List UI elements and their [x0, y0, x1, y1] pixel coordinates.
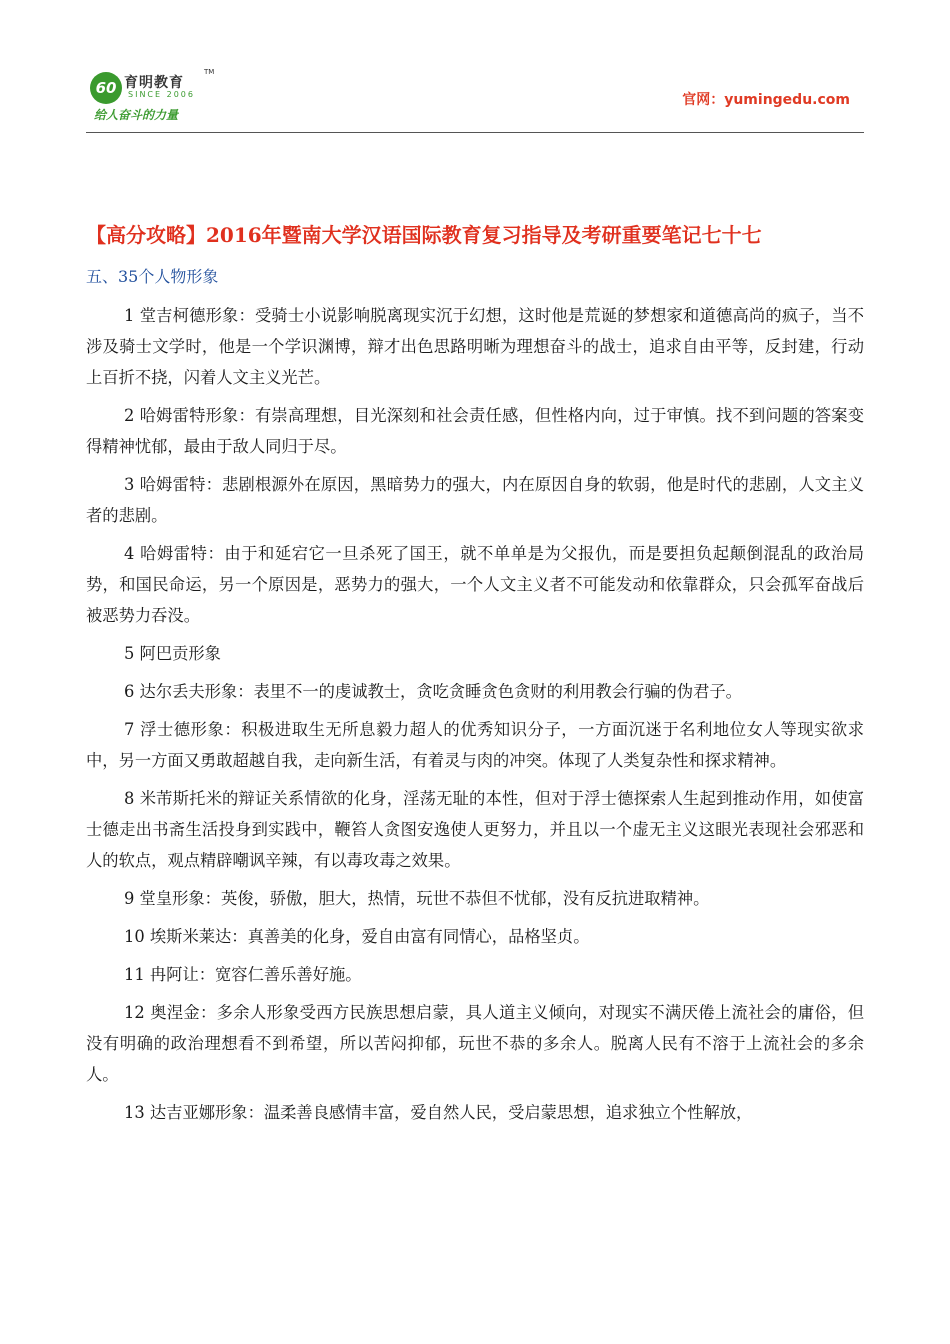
logo-name: 育明教育 — [124, 75, 184, 91]
paragraph: 11 冉阿让：宽容仁善乐善好施。 — [124, 965, 362, 984]
site-url: 官网：yumingedu.com — [682, 92, 850, 108]
section-heading: 五、35个人物形象 — [86, 267, 219, 286]
paragraph: 3 哈姆雷特：悲剧根源外在原因，黑暗势力的强大，内在原因自身的软弱，他是时代的悲剧，人文主义者的悲剧。 — [86, 475, 864, 525]
paragraph: 7 浮士德形象：积极进取生无所息毅力超人的优秀知识分子，一方面沉迷于名利地位女人等现实欲求中，另一方面又勇敢超越自我，走向新生活，有着灵与肉的冲突。体现了人类复杂性和探求精神。 — [86, 720, 864, 770]
logo-trademark: TM — [204, 68, 215, 76]
paragraph: 1 堂吉柯德形象：受骑士小说影响脱离现实沉于幻想，这时他是荒诞的梦想家和道德高尚的疯子，当不涉及骑士文学时，他是一个学识渊博，辩才出色思路明晰为理想奋斗的战士，追求自由平等，反封建，行动上百折不挠，闪着人文主义光芒。 — [86, 306, 864, 387]
brand-logo — [86, 66, 226, 126]
logo-since: SINCE 2006 — [128, 90, 195, 99]
paragraph: 9 堂皇形象：英俊，骄傲，胆大，热情，玩世不恭但不忧郁，没有反抗进取精神。 — [124, 889, 710, 908]
page-header — [86, 58, 864, 134]
header-divider — [86, 132, 864, 133]
document-body — [86, 300, 864, 1135]
paragraph: 4 哈姆雷特：由于和延宕它一旦杀死了国王，就不单单是为父报仇，而是要担负起颠倒混乱的政治局势，和国民命运，另一个原因是，恶势力的强大，一个人文主义者不可能发动和依靠群众，只会孤军奋战后被恶势力吞没。 — [86, 544, 864, 625]
paragraph: 12 奥涅金：多余人形象受西方民族思想启蒙，具人道主义倾向，对现实不满厌倦上流社会的庸俗，但没有明确的政治理想看不到希望，所以苦闷抑郁，玩世不恭的多余人。脱离人民有不溶于上流社会的多余人。 — [86, 1003, 864, 1084]
paragraph: 5 阿巴贡形象 — [124, 644, 221, 663]
document-title: 【高分攻略】2016年暨南大学汉语国际教育复习指导及考研重要笔记七十七 — [86, 223, 762, 247]
paragraph: 13 达吉亚娜形象：温柔善良感情丰富，爱自然人民，受启蒙思想，追求独立个性解放， — [124, 1103, 753, 1122]
paragraph: 8 米芾斯托米的辩证关系情欲的化身，淫荡无耻的本性，但对于浮士德探索人生起到推动作用，如使富士德走出书斋生活投身到实践中，鞭笞人贪图安逸使人更努力，并且以一个虚无主义这眼光表现社会邪恶和人的软点，观点精辟嘲讽辛辣，有以毒攻毒之效果。 — [86, 789, 864, 870]
paragraph: 2 哈姆雷特形象：有崇高理想，目光深刻和社会责任感，但性格内向，过于审慎。找不到问题的答案变得精神忧郁，最由于敌人同归于尽。 — [86, 406, 864, 456]
logo-mark-icon: 60 — [90, 72, 122, 104]
logo-slogan: 给人奋斗的力量 — [94, 108, 179, 122]
paragraph: 6 达尔丢夫形象：表里不一的虔诚教士，贪吃贪睡贪色贪财的利用教会行骗的伪君子。 — [124, 682, 742, 701]
paragraph: 10 埃斯米莱达：真善美的化身，爱自由富有同情心，品格坚贞。 — [124, 927, 590, 946]
